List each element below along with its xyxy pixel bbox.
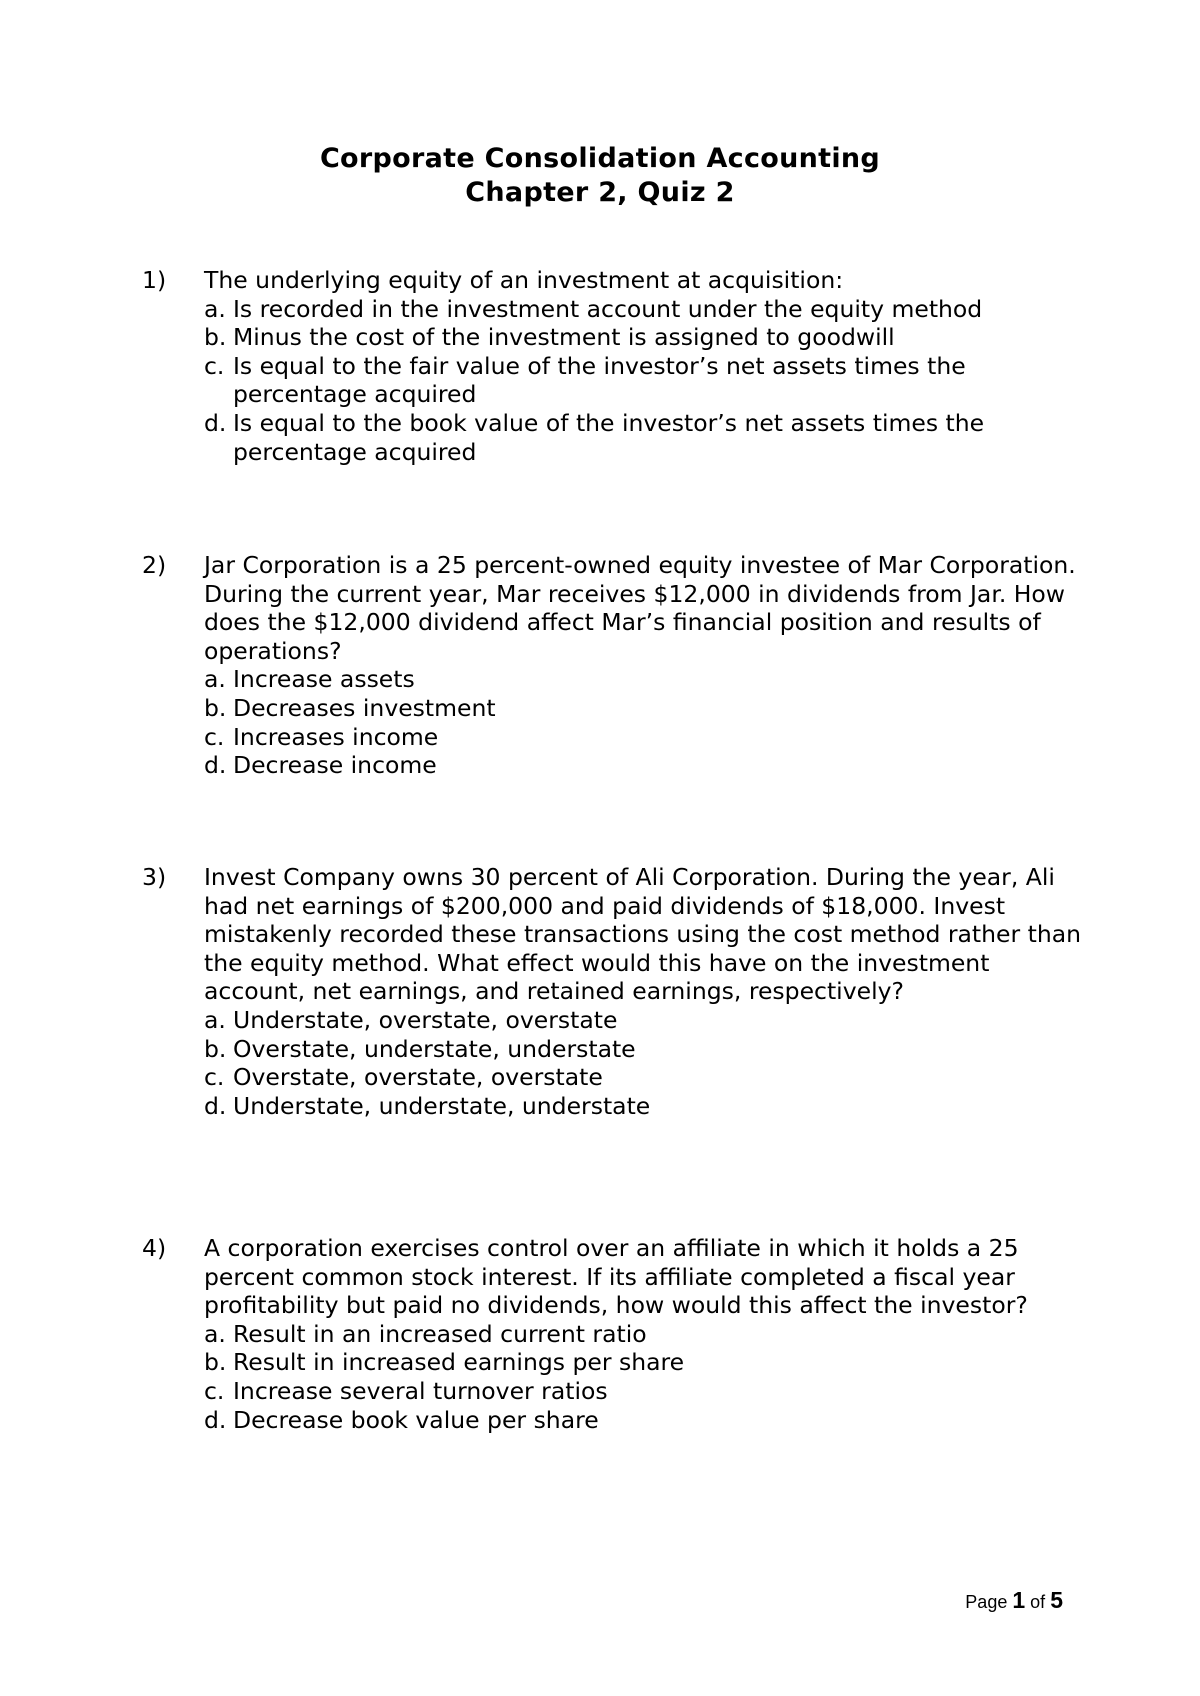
option-text: Is equal to the fair value of the investor’s net assets times the percentage acquired [233, 351, 966, 409]
option-c [204, 1063, 1082, 1092]
option-text: Decreases investment [233, 693, 496, 722]
question-4 [142, 1234, 1082, 1434]
option-letter: a. [204, 294, 226, 323]
option-text: Decrease book value per share [233, 1405, 599, 1434]
of-label: of [1030, 1592, 1046, 1612]
document-subtitle: Chapter 2, Quiz 2 [465, 177, 735, 208]
question-stem [142, 551, 1082, 665]
document-title: Corporate Consolidation Accounting [319, 143, 881, 174]
option-text: Is equal to the book value of the investor’s net assets times the percentage acquired [233, 408, 985, 466]
option-a [204, 295, 1082, 324]
option-text: Increases income [233, 722, 439, 751]
option-b [204, 1035, 1082, 1064]
question-text: A corporation exercises control over an affiliate in which it holds a 25 percent common stock interest. If its affiliate completed a fiscal year profitability but paid no dividends, how would this affect the investor? [204, 1234, 1028, 1320]
option-letter: c. [204, 1376, 225, 1405]
option-a [204, 1006, 1082, 1035]
total-pages-number: 5 [1050, 1587, 1063, 1613]
option-letter: d. [204, 1405, 227, 1434]
option-text: Increase assets [233, 665, 415, 694]
option-letter: a. [204, 665, 226, 694]
page-label: Page [965, 1592, 1008, 1612]
option-c [204, 1377, 1082, 1406]
question-text: Jar Corporation is a 25 percent-owned equity investee of Mar Corporation. During the current year, Mar receives $12,000 in dividends from Jar. How does the $12,000 dividend affect Mar’s financial position and results of operations? [204, 551, 1076, 665]
option-b [204, 323, 1082, 352]
question-number: 1) [142, 266, 167, 294]
page-footer [965, 1588, 1063, 1614]
option-a [204, 665, 1082, 694]
option-text: Overstate, understate, understate [233, 1034, 636, 1063]
option-d [204, 1406, 1082, 1435]
option-letter: d. [204, 408, 227, 437]
option-list [142, 1320, 1082, 1434]
question-number: 2) [142, 551, 167, 579]
option-text: Increase several turnover ratios [233, 1376, 608, 1405]
question-text: The underlying equity of an investment at acquisition: [204, 266, 844, 294]
option-letter: b. [204, 323, 227, 352]
question-number: 4) [142, 1234, 167, 1262]
option-letter: b. [204, 1348, 227, 1377]
question-stem [142, 1234, 1082, 1320]
option-list [142, 1006, 1082, 1120]
option-text: Result in an increased current ratio [233, 1319, 647, 1348]
option-letter: a. [204, 1005, 226, 1034]
question-2 [142, 551, 1082, 780]
current-page-number: 1 [1012, 1587, 1026, 1613]
option-letter: b. [204, 693, 227, 722]
option-b [204, 1348, 1082, 1377]
option-text: Is recorded in the investment account under the equity method [233, 294, 983, 323]
option-letter: c. [204, 351, 225, 380]
option-d [204, 409, 1082, 466]
option-c [204, 723, 1082, 752]
option-text: Overstate, overstate, overstate [233, 1063, 603, 1092]
option-letter: d. [204, 1091, 227, 1120]
option-letter: b. [204, 1034, 227, 1063]
title-block [0, 142, 1200, 210]
option-text: Decrease income [233, 751, 437, 780]
question-number: 3) [142, 863, 167, 891]
option-text: Understate, overstate, overstate [233, 1005, 618, 1034]
option-text: Understate, understate, understate [233, 1091, 651, 1120]
option-c [204, 352, 1082, 409]
question-stem [142, 266, 1082, 295]
option-list [142, 295, 1082, 467]
question-1 [142, 266, 1082, 466]
option-letter: a. [204, 1319, 226, 1348]
question-3 [142, 863, 1082, 1120]
option-letter: c. [204, 1063, 225, 1092]
option-d [204, 751, 1082, 780]
question-text: Invest Company owns 30 percent of Ali Corporation. During the year, Ali had net earnings of $200,000 and paid dividends of $18,000. Invest mistakenly recorded these transactions using the cost method rather than the equity method. What effect would this have on the investment account, net earnings, and retained earnings, respectively? [204, 863, 1082, 1006]
question-stem [142, 863, 1082, 1006]
option-b [204, 694, 1082, 723]
option-d [204, 1092, 1082, 1121]
option-letter: c. [204, 722, 225, 751]
option-text: Minus the cost of the investment is assigned to goodwill [233, 323, 895, 352]
option-a [204, 1320, 1082, 1349]
option-letter: d. [204, 751, 227, 780]
option-list [142, 665, 1082, 779]
option-text: Result in increased earnings per share [233, 1348, 685, 1377]
